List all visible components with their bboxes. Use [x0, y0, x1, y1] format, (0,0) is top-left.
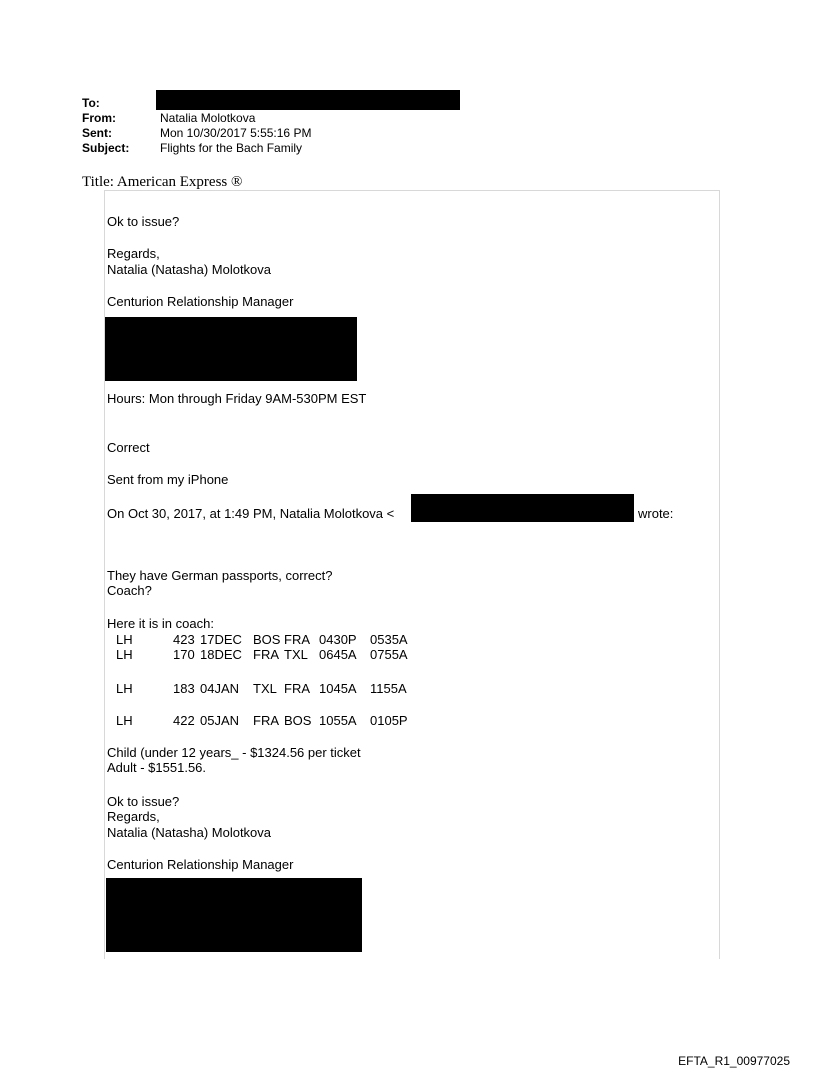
redaction-signature-1 — [105, 317, 357, 381]
signature-role-2: Centurion Relationship Manager — [107, 857, 294, 872]
from-value: Natalia Molotkova — [160, 111, 256, 125]
flight-number: 170 — [173, 647, 195, 662]
flight-from: BOS — [253, 632, 281, 647]
flight-arr: 0105P — [370, 713, 408, 728]
hours-text: Hours: Mon through Friday 9AM-530PM EST — [107, 391, 367, 406]
flight-arr: 0535A — [370, 632, 408, 647]
reply-correct: Correct — [107, 440, 150, 455]
flight-to: TXL — [284, 647, 308, 662]
flight-from: FRA — [253, 713, 279, 728]
flight-number: 423 — [173, 632, 195, 647]
flight-airline: LH — [116, 647, 133, 662]
flight-date: 04JAN — [200, 681, 240, 696]
flight-arr: 0755A — [370, 647, 408, 662]
flight-arr: 1155A — [370, 681, 407, 696]
redaction-signature-2 — [106, 878, 362, 952]
flight-dep: 0645A — [319, 647, 357, 662]
coach-question: Coach? — [107, 583, 152, 598]
ok-to-issue-1: Ok to issue? — [107, 214, 180, 229]
flight-number: 183 — [173, 681, 195, 696]
document-id: EFTA_R1_00977025 — [678, 1054, 790, 1068]
signature-role-1: Centurion Relationship Manager — [107, 294, 294, 309]
flight-number: 422 — [173, 713, 195, 728]
quote-wrote: wrote: — [638, 506, 674, 521]
here-in-coach: Here it is in coach: — [107, 616, 214, 631]
flight-from: FRA — [253, 647, 279, 662]
quote-intro: On Oct 30, 2017, at 1:49 PM, Natalia Molotkova < — [107, 506, 395, 521]
passports-question: They have German passports, correct? — [107, 568, 333, 583]
sent-value: Mon 10/30/2017 5:55:16 PM — [160, 126, 312, 140]
subject-label: Subject: — [82, 141, 130, 155]
ok-to-issue-2: Ok to issue? — [107, 794, 180, 809]
sent-from-iphone: Sent from my iPhone — [107, 472, 229, 487]
from-label: From: — [82, 111, 116, 125]
flight-date: 17DEC — [200, 632, 242, 647]
regards-2: Regards, — [107, 809, 160, 824]
flight-date: 05JAN — [200, 713, 240, 728]
subject-value: Flights for the Bach Family — [160, 141, 303, 155]
flight-airline: LH — [116, 713, 133, 728]
flight-to: BOS — [284, 713, 312, 728]
regards-1: Regards, — [107, 246, 160, 261]
signature-name-2: Natalia (Natasha) Molotkova — [107, 825, 272, 840]
sent-label: Sent: — [82, 126, 112, 140]
child-price: Child (under 12 years_ - $1324.56 per ticket — [107, 745, 361, 760]
title-line: Title: American Express ® — [82, 174, 243, 190]
redaction-to — [156, 90, 460, 110]
flight-to: FRA — [284, 632, 310, 647]
redaction-email — [411, 494, 634, 522]
flight-to: FRA — [284, 681, 310, 696]
flight-dep: 0430P — [319, 632, 357, 647]
adult-price: Adult - $1551.56. — [107, 760, 207, 775]
flight-airline: LH — [116, 681, 133, 696]
flight-from: TXL — [253, 681, 277, 696]
flight-date: 18DEC — [200, 647, 242, 662]
signature-name-1: Natalia (Natasha) Molotkova — [107, 262, 272, 277]
flight-dep: 1055A — [319, 713, 357, 728]
flight-airline: LH — [116, 632, 133, 647]
flight-dep: 1045A — [319, 681, 357, 696]
to-label: To: — [82, 96, 100, 110]
